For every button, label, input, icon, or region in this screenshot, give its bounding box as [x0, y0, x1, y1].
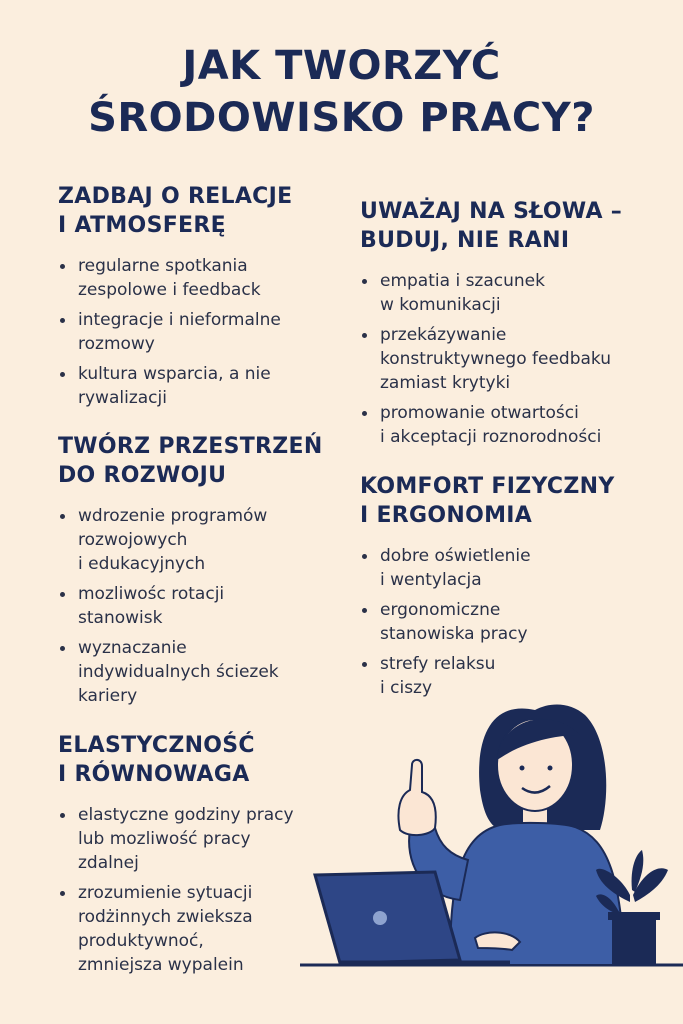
title-line-1: JAK TWORZYĆ [182, 43, 501, 89]
list-item: przekázywanie konstruktywnego feedbaku zamiast krytyki [360, 323, 660, 395]
pointing-hand [398, 760, 435, 835]
list-item: kultura wsparcia, a nie rywalizacji [58, 362, 338, 410]
section-words [360, 197, 660, 455]
section-development [58, 432, 338, 714]
title-line-2: ŚRODOWISKO PRACY? [88, 95, 595, 141]
section-comfort [360, 472, 660, 706]
section-heading: UWAŻAJ NA SŁOWA – BUDUJ, NIE RANI [360, 199, 623, 253]
page-title [0, 40, 683, 144]
list-item: integracje i nieformalne rozmowy [58, 308, 338, 356]
woman-pointing-illustration [300, 680, 683, 980]
list-item: mozliwośc rotacji stanowisk [58, 582, 338, 630]
list-item: promowanie otwartości i akceptacji roznorodności [360, 401, 660, 449]
bullet-list [58, 504, 338, 708]
list-item: ergonomiczne stanowiska pracy [360, 598, 660, 646]
list-item: strefy relaksu i ciszy [360, 652, 660, 700]
section-heading: ELASTYCZNOŚĆ I RÓWNOWAGA [58, 733, 255, 787]
list-item: dobre oświetlenie i wentylacja [360, 544, 660, 592]
section-heading: KOMFORT FIZYCZNY I ERGONOMIA [360, 474, 615, 528]
bullet-list [360, 269, 660, 449]
bullet-list [58, 254, 338, 410]
list-item: empatia i szacunek w komunikacji [360, 269, 660, 317]
list-item: wyznaczanie indywidualnych ściezek kariery [58, 636, 338, 708]
section-flexibility [58, 731, 338, 983]
list-item: zrozumienie sytuacji rodżinnych zwieksza produktywnoć, zmniejsza wypalein [58, 881, 338, 977]
section-heading: ZADBAJ O RELACJE I ATMOSFERĘ [58, 184, 293, 238]
bullet-list [58, 803, 338, 977]
section-heading: TWÓRZ PRZESTRZEŃ DO ROZWOJU [58, 434, 323, 488]
section-relations [58, 182, 338, 416]
bullet-list [360, 544, 660, 700]
list-item: elastyczne godziny pracy lub mozliwość pracy zdalnej [58, 803, 338, 875]
list-item: wdrozenie programów rozwojowych i edukacyjnych [58, 504, 338, 576]
list-item: regularne spotkania zespolowe i feedback [58, 254, 338, 302]
